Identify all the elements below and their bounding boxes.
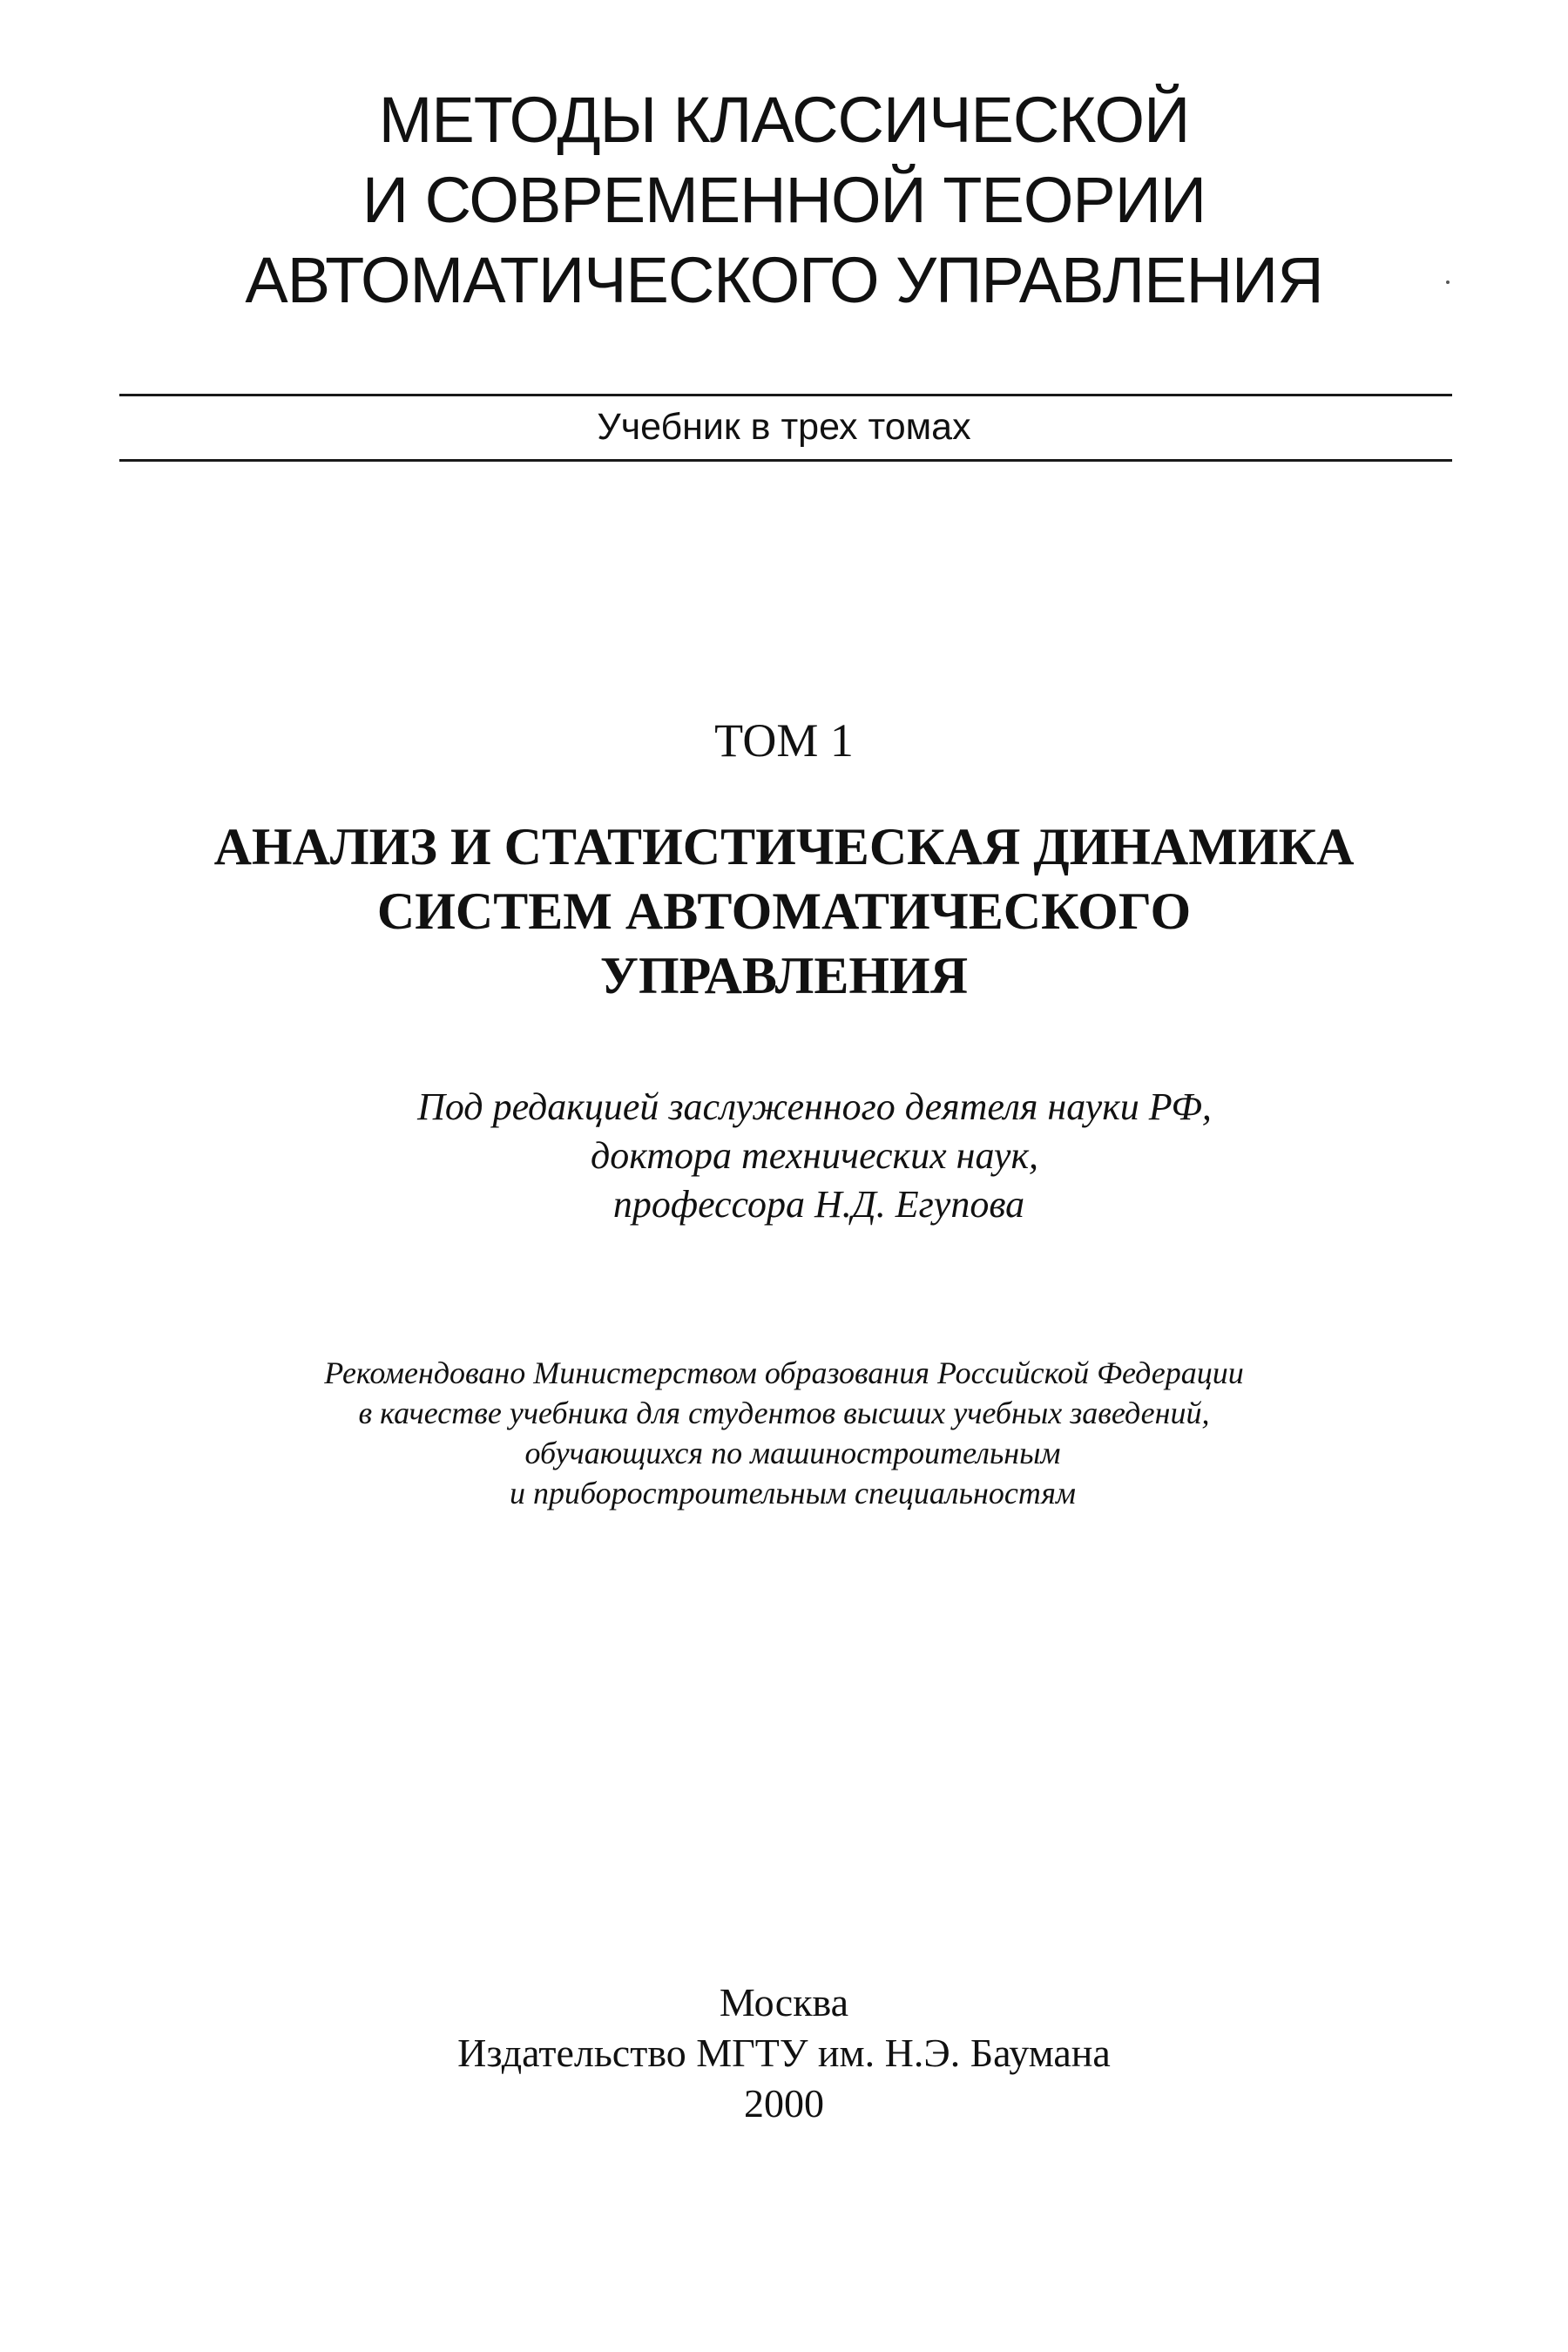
series-title-line-3: АВТОМАТИЧЕСКОГО УПРАВЛЕНИЯ (245, 244, 1323, 316)
recommendation-line-2: в качестве учебника для студентов высших учебных заведений, (358, 1396, 1210, 1430)
editor-credit (0, 1083, 1568, 1229)
ministry-recommendation (0, 1353, 1568, 1513)
imprint-city: Москва (719, 1980, 849, 2024)
bottom-rule (119, 459, 1452, 462)
volume-title-line-1: АНАЛИЗ И СТАТИСТИЧЕСКАЯ ДИНАМИКА (213, 818, 1355, 875)
recommendation-line-4: и приборостроительным специальностям (509, 1476, 1076, 1511)
volume-title (0, 814, 1568, 1008)
editor-line-1: Под редакцией заслуженного деятеля науки РФ, (417, 1085, 1212, 1128)
volume-title-line-2: СИСТЕМ АВТОМАТИЧЕСКОГО (376, 882, 1192, 940)
series-title-line-2: И СОВРЕМЕННОЙ ТЕОРИИ (362, 164, 1206, 236)
recommendation-line-3: обучающихся по машиностроительным (524, 1436, 1061, 1470)
series-title (0, 80, 1568, 321)
imprint-publisher: Издательство МГТУ им. Н.Э. Баумана (457, 2031, 1111, 2075)
scan-speck (1446, 280, 1450, 284)
top-rule (119, 394, 1452, 396)
series-title-line-1: МЕТОДЫ КЛАССИЧЕСКОЙ (378, 84, 1190, 156)
recommendation-line-1: Рекомендовано Министерством образования Российской Федерации (324, 1355, 1244, 1390)
edition-note: Учебник в трех томах (597, 406, 971, 448)
imprint-year: 2000 (744, 2081, 824, 2126)
volume-label: ТОМ 1 (714, 714, 854, 767)
imprint (0, 1977, 1568, 2129)
volume-title-line-3: УПРАВЛЕНИЯ (599, 947, 969, 1004)
editor-line-2: доктора технических наук, (590, 1134, 1039, 1177)
editor-line-3: профессора Н.Д. Егупова (612, 1183, 1025, 1226)
